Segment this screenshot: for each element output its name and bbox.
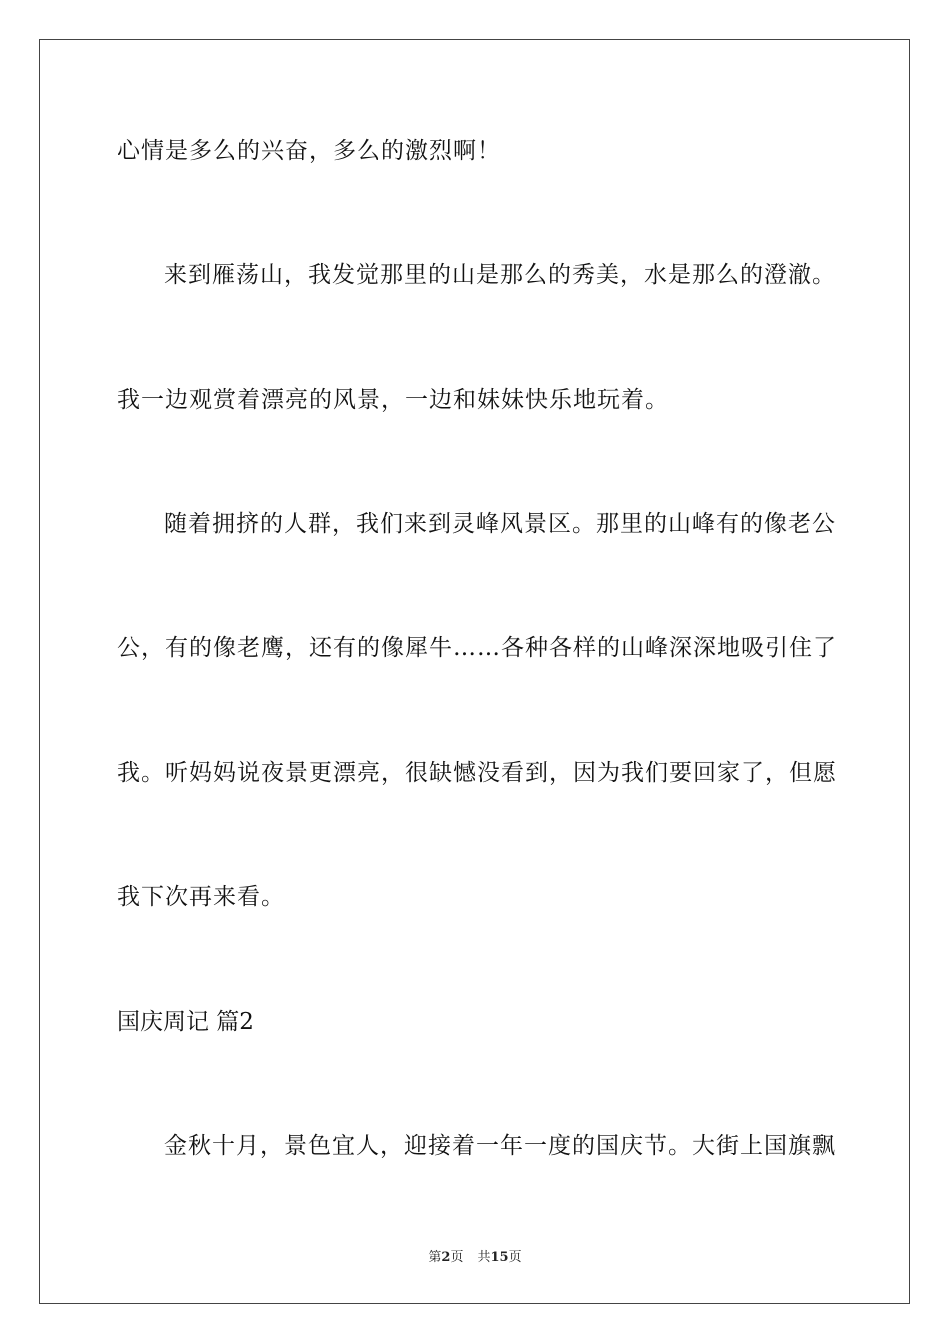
text-line-9: 金秋十月，景色宜人，迎接着一年一度的国庆节。大街上国旗飘 bbox=[164, 1133, 836, 1159]
page-total: 15 bbox=[490, 1250, 509, 1265]
text-line-1: 心情是多么的兴奋，多么的激烈啊！ bbox=[117, 138, 501, 164]
section-heading: 国庆周记 篇2 bbox=[117, 1009, 254, 1035]
total-prefix: 共 bbox=[477, 1250, 491, 1265]
page-prefix: 第 bbox=[428, 1250, 442, 1265]
text-line-5: 公，有的像老鹰，还有的像犀牛……各种各样的山峰深深地吸引住了 bbox=[117, 635, 837, 661]
text-line-2: 来到雁荡山，我发觉那里的山是那么的秀美，水是那么的澄澈。 bbox=[164, 262, 836, 288]
page-footer bbox=[0, 1250, 950, 1266]
page-current: 2 bbox=[441, 1250, 451, 1265]
page-frame bbox=[39, 39, 910, 1304]
text-line-4: 随着拥挤的人群，我们来到灵峰风景区。那里的山峰有的像老公 bbox=[164, 511, 836, 537]
page-suffix: 页 bbox=[450, 1250, 464, 1265]
text-line-6: 我。听妈妈说夜景更漂亮，很缺憾没看到，因为我们要回家了，但愿 bbox=[117, 760, 837, 786]
text-line-7: 我下次再来看。 bbox=[117, 884, 285, 910]
total-suffix: 页 bbox=[508, 1250, 522, 1265]
text-line-3: 我一边观赏着漂亮的风景，一边和妹妹快乐地玩着。 bbox=[117, 387, 669, 413]
